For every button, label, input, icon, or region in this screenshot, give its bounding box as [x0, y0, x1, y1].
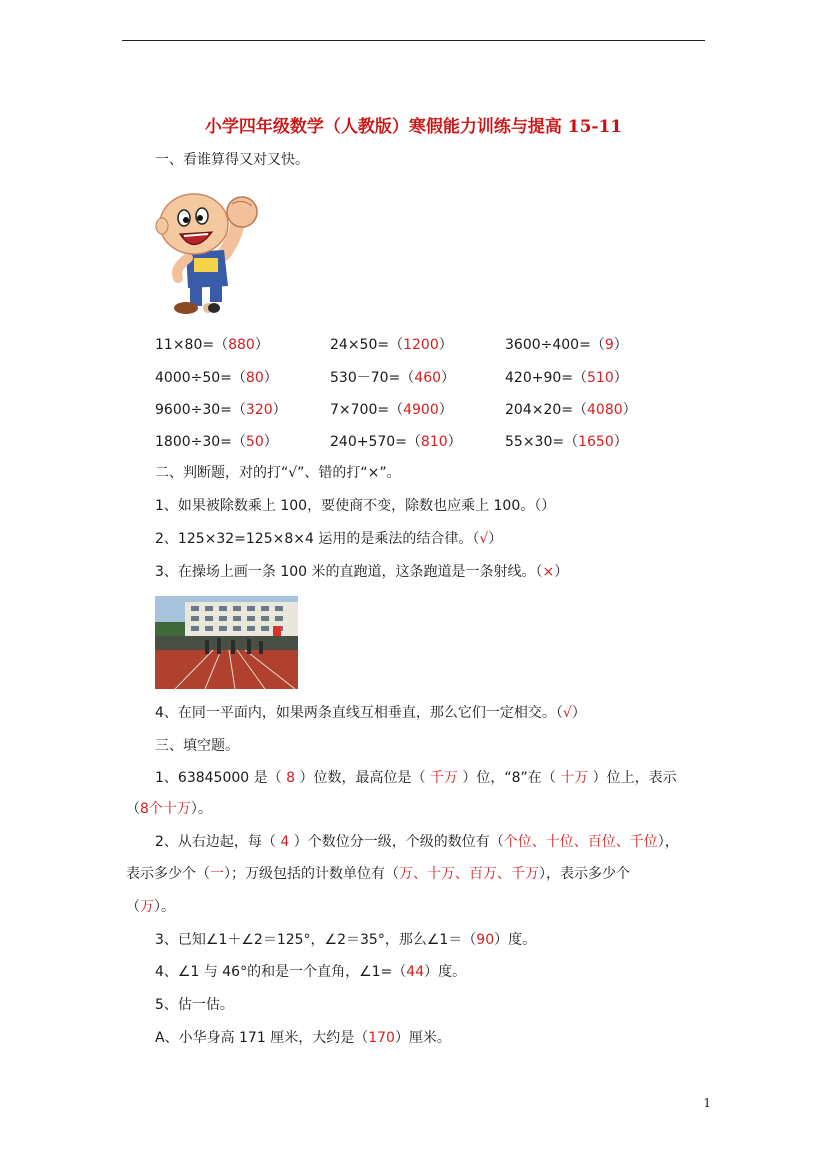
page-number: 1 [703, 1096, 711, 1110]
fill-q1-part1: 1、63845000 是（ [155, 770, 287, 786]
calc-question: 204×20=（ [505, 402, 587, 418]
fill-q5a-answer: 170 [368, 1030, 395, 1046]
fill-question-1-line1 [155, 768, 677, 788]
section2-heading: 二、判断题，对的打“√”、错的打“×”。 [155, 465, 401, 481]
calc-close-paren: ） [254, 337, 269, 353]
calc-close-paren: ） [272, 402, 287, 418]
fill-q1-part4: ）位上，表示 [588, 770, 677, 786]
fill-q4-answer: 44 [406, 964, 425, 980]
page-title: 小学四年级数学（人教版）寒假能力训练与提高 15-11 [204, 117, 623, 137]
fill-q2-part2: ）个数位分一级，个级的数位有（ [289, 834, 504, 850]
calc-question: 7×700=（ [330, 402, 404, 418]
calc-answer: 320 [245, 402, 273, 418]
judge-question-3 [155, 562, 568, 582]
fill-q4-part2: ）度。 [424, 964, 467, 980]
fill-q1-part6: ）。 [190, 801, 212, 817]
fill-question-5a [155, 1028, 451, 1048]
judge-question-2-close: ） [488, 531, 503, 547]
fill-question-1-line2 [126, 799, 212, 819]
calc-close-paren: ） [613, 434, 628, 450]
judge-question-2-text: 2、125×32=125×8×4 运用的是乘法的结合律。（ [155, 531, 480, 547]
fill-q1-answer3: 十万 [560, 770, 589, 786]
calc-item [505, 400, 637, 420]
calc-close-paren: ） [622, 402, 637, 418]
fill-q2-answer4: 万、十万、百万、千万 [399, 866, 539, 882]
calc-answer: 510 [587, 370, 614, 386]
calc-item [155, 432, 278, 452]
calc-close-paren: ） [263, 370, 278, 386]
section3-heading: 三、填空题。 [155, 738, 239, 754]
fill-q4-part1: 4、∠1 与 46°的和是一个直角，∠1=（ [155, 964, 407, 980]
calc-answer: 1200 [403, 337, 439, 353]
calc-close-paren: ） [441, 370, 456, 386]
section1-heading: 一、看谁算得又对又快。 [155, 152, 309, 168]
fill-q1-part5: （ [126, 801, 140, 817]
fill-q5a-part2: ）厘米。 [394, 1030, 451, 1046]
fill-q2-part7: （ [126, 899, 140, 915]
calc-answer: 50 [245, 434, 264, 450]
calc-answer: 80 [245, 370, 264, 386]
calc-question: 55×30=（ [505, 434, 579, 450]
running-track-photo [155, 596, 298, 689]
fill-question-3 [155, 930, 536, 950]
calc-answer: 4080 [587, 402, 623, 418]
calc-question: 4000÷50=（ [155, 370, 246, 386]
fill-q2-part4: 表示多少个（ [126, 866, 210, 882]
judge-question-4-close: ） [571, 705, 586, 721]
fill-question-2-line2 [126, 864, 630, 884]
calc-question: 9600÷30=（ [155, 402, 246, 418]
calc-close-paren: ） [438, 337, 453, 353]
fill-q1-part3: ）位，“8”在（ [457, 770, 561, 786]
judge-question-2 [155, 529, 502, 549]
fill-q2-answer5: 万 [140, 899, 154, 915]
judge-question-3-text: 3、在操场上画一条 100 米的直跑道，这条跑道是一条射线。（ [155, 564, 543, 580]
calc-close-paren: ） [263, 434, 278, 450]
fill-q2-part3: ）， [657, 834, 679, 850]
fill-q1-answer4: 8个十万 [140, 801, 191, 817]
fill-q3-part1: 3、已知∠1＋∠2＝125°，∠2＝35°，那么∠1＝（ [155, 932, 477, 948]
fill-question-2-line3 [126, 897, 175, 917]
fill-q1-part2: ）位数，最高位是（ [295, 770, 430, 786]
calc-item [155, 400, 287, 420]
judge-question-1: 1、如果被除数乘上 100，要使商不变，除数也应乘上 100。（） [155, 498, 556, 514]
fill-q3-answer: 90 [476, 932, 495, 948]
calc-answer: 880 [228, 337, 255, 353]
calc-question: 530－70=（ [330, 370, 415, 386]
calc-close-paren: ） [613, 337, 628, 353]
calc-close-paren: ） [438, 402, 453, 418]
fill-q1-answer1: 8 [286, 770, 295, 786]
fill-q1-answer2: 千万 [429, 770, 458, 786]
calc-question: 24×50=（ [330, 337, 404, 353]
calc-item [505, 368, 628, 388]
fill-question-2-line1 [155, 832, 679, 852]
fill-q2-answer2: 个位、十位、百位、千位 [503, 834, 658, 850]
calc-item [155, 368, 278, 388]
fill-q2-part8: ）。 [154, 899, 175, 915]
judge-answer-4: √ [562, 705, 572, 721]
calc-question: 11×80=（ [155, 337, 229, 353]
calc-answer: 460 [414, 370, 442, 386]
calc-answer: 4900 [403, 402, 439, 418]
judge-question-4 [155, 703, 586, 723]
fill-q2-part1: 2、从右边起，每（ [155, 834, 281, 850]
fill-q3-part2: ）度。 [494, 932, 537, 948]
fill-q2-answer1: 4 [280, 834, 290, 850]
calc-answer: 810 [420, 434, 448, 450]
judge-question-4-text: 4、在同一平面内，如果两条直线互相垂直，那么它们一定相交。（ [155, 705, 563, 721]
cartoon-boy-illustration [150, 182, 265, 320]
header-rule [122, 40, 705, 41]
fill-q2-part5: ）；万级包括的计数单位有（ [224, 866, 399, 882]
calc-item [330, 368, 455, 388]
calc-item [330, 335, 453, 355]
fill-question-5: 5、估一估。 [155, 997, 234, 1013]
judge-answer-3: × [542, 564, 555, 580]
calc-close-paren: ） [613, 370, 628, 386]
calc-close-paren: ） [447, 434, 462, 450]
fill-q2-answer3: 一 [210, 866, 224, 882]
judge-answer-2: √ [479, 531, 489, 547]
fill-question-4 [155, 962, 466, 982]
calc-answer: 1650 [578, 434, 614, 450]
calc-item [505, 335, 628, 355]
fill-q2-part6: ），表示多少个 [539, 866, 630, 882]
calc-item [155, 335, 269, 355]
fill-q5a-part1: A、小华身高 171 厘米，大约是（ [155, 1030, 369, 1046]
calc-question: 1800÷30=（ [155, 434, 246, 450]
calc-answer: 9 [604, 337, 614, 353]
calc-item [505, 432, 628, 452]
calc-item [330, 400, 453, 420]
calc-question: 240+570=（ [330, 434, 421, 450]
judge-question-3-close: ） [554, 564, 569, 580]
calc-question: 3600÷400=（ [505, 337, 605, 353]
calc-item [330, 432, 462, 452]
calc-question: 420+90=（ [505, 370, 587, 386]
